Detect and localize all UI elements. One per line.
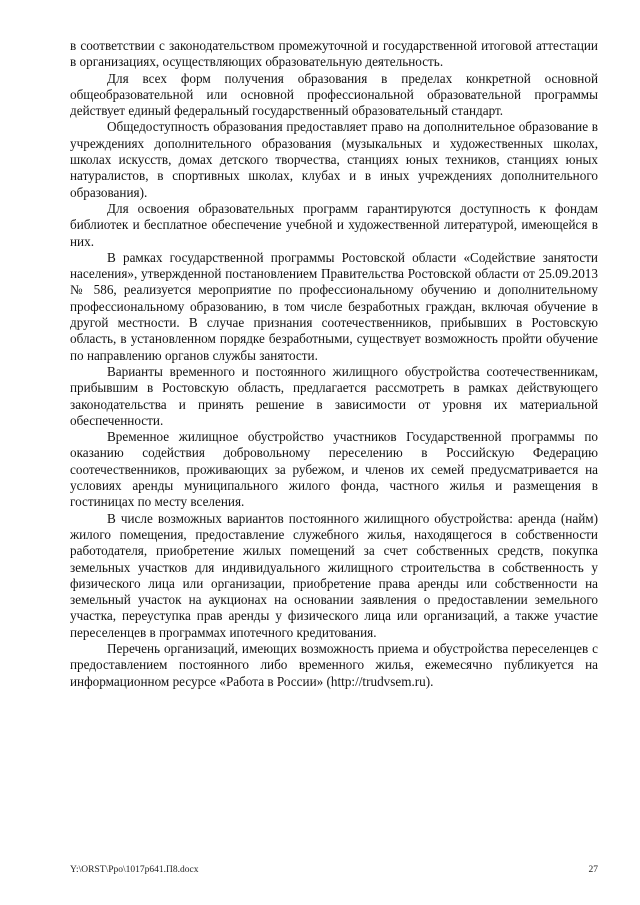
paragraph-2: Для всех форм получения образования в пределах конкретной основной общеобразовательной или основной профессиональной образовательной программы действует единый федеральный государственный образовательный стандарт.: [70, 70, 598, 119]
paragraph-3: Общедоступность образования предоставляет право на дополнительное образование в учреждениях дополнительного образования (музыкальных и художественных школах, школах искусств, домах детского творчества, станциях юных техников, станциях юных натуралистов, в спортивных школах, клубах и в иных учреждениях дополнительного образования).: [70, 119, 598, 200]
paragraph-9: Перечень организаций, имеющих возможность приема и обустройства переселенцев с предоставлением постоянного либо временного жилья, ежемесячно публикуется на информационном ресурсе «Работа в России» (http://trudvsem.ru).: [70, 640, 598, 689]
paragraph-6: Варианты временного и постоянного жилищного обустройства соотечественникам, прибывшим в Ростовскую область, предлагается рассмотреть в рамках действующего законодательства и принять решение в зависимости от уровня их материальной обеспеченности.: [70, 363, 598, 428]
footer-page-number: 27: [588, 865, 598, 875]
paragraph-8: В числе возможных вариантов постоянного жилищного обустройства: аренда (найм) жилого помещения, предоставление служебного жилья, находящегося в собственности работодателя, приобретение жилых помещений за счет собственных средств, покупка земельных участков для индивидуального жилищного строительства в собственность у физического лица или организации, приобретение права аренды или собственности на земельный участок на аукционах на основании заявления о предоставлении земельного участка, переуступка прав аренды у физического лица или организаций, а также участие переселенцев в программах ипотечного кредитования.: [70, 510, 598, 640]
document-body: [70, 38, 598, 690]
paragraph-1: в соответствии с законодательством промежуточной и государственной итоговой аттестации в организациях, осуществляющих образовательную деятельность.: [70, 38, 598, 70]
paragraph-5: В рамках государственной программы Ростовской области «Содействие занятости населения», утвержденной постановлением Правительства Ростовской области от 25.09.2013 № 586, реализуется мероприятие по профессиональному обучению и дополнительному профессиональному образованию, в том числе безработных граждан, включая обучение в другой местности. В случае признания соотечественников, прибывших в Ростовскую область, в установленном порядке безработными, существует возможность пройти обучение по направлению органов службы занятости.: [70, 249, 598, 363]
paragraph-4: Для освоения образовательных программ гарантируются доступность к фондам библиотек и бесплатное обеспечение учебной и художественной литературой, имеющейся в них.: [70, 200, 598, 249]
footer-file-path: Y:\ORST\Ppo\1017p641.П8.docx: [70, 865, 199, 875]
paragraph-7: Временное жилищное обустройство участников Государственной программы по оказанию содействия добровольному переселению в Российскую Федерацию соотечественников, проживающих за рубежом, и членов их семей предусматривается на условиях аренды муниципального жилого фонда, частного жилья и размещения в гостиницах по месту вселения.: [70, 429, 598, 510]
